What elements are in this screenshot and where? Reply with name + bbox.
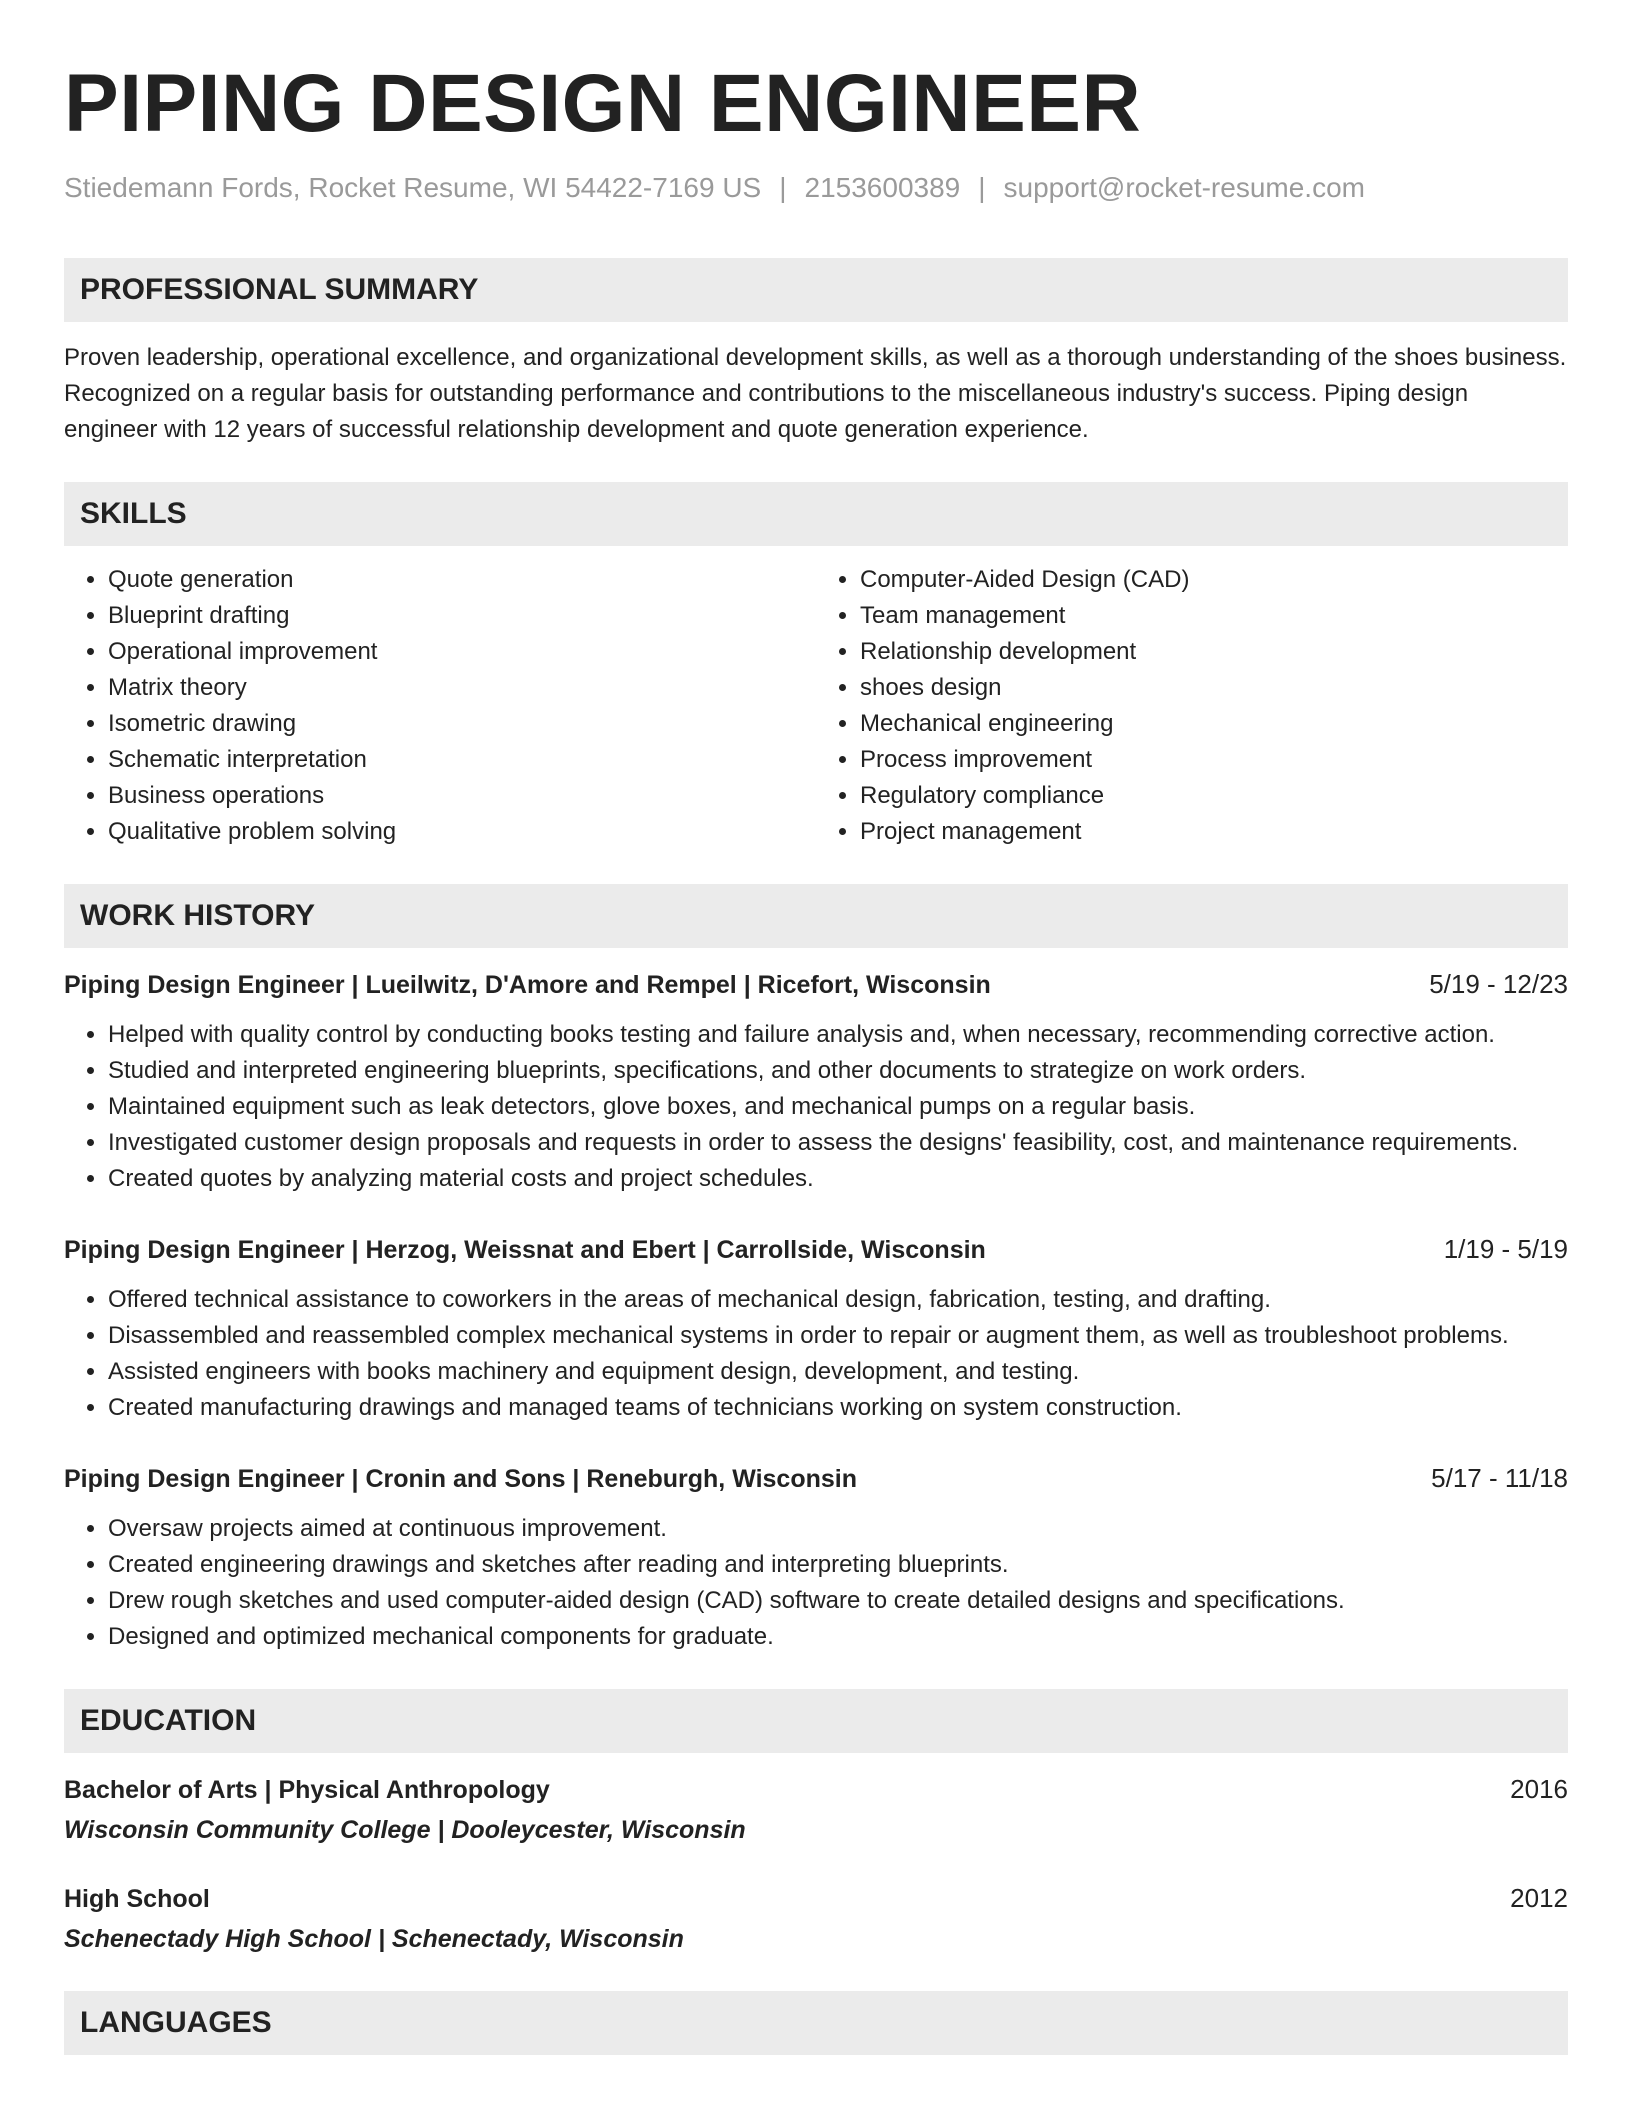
job-bullet: • Investigated customer design proposals and requests in order to assess the designs' feasibility, cost, and maintenance requirements. [108, 1125, 1568, 1161]
skills-list [64, 562, 1568, 850]
candidate-title: PIPING DESIGN ENGINEER [64, 58, 1142, 149]
skills-column-left [64, 562, 816, 850]
summary-text: Proven leadership, operational excellence, and organizational development skills, as well as a thorough understanding of the shoes business. Recognized on a regular basis for outstanding performance and contributions to the miscellaneous industry's success. Piping design engineer with 12 years of successful relationship development and quote generation experience. [64, 344, 1567, 443]
job-header [64, 1460, 1568, 1497]
job-bullets [64, 1017, 1568, 1197]
skill-item: • Qualitative problem solving [108, 814, 816, 850]
job-bullet: • Studied and interpreted engineering blueprints, specifications, and other documents to strategize on work orders. [108, 1053, 1568, 1089]
job-dates: 5/19 - 12/23 [1429, 969, 1568, 999]
education-year: 2012 [1510, 1883, 1568, 1913]
skill-item: • Quote generation [108, 562, 816, 598]
job-dates: 5/17 - 11/18 [1431, 1463, 1568, 1493]
job-header [64, 1231, 1568, 1268]
section-heading-education: EDUCATION [64, 1689, 1568, 1753]
skill-item: • Business operations [108, 778, 816, 814]
section-heading-summary: PROFESSIONAL SUMMARY [64, 258, 1568, 322]
skill-item: • Regulatory compliance [860, 778, 1568, 814]
skill-item: • Schematic interpretation [108, 742, 816, 778]
skill-item: • Computer-Aided Design (CAD) [860, 562, 1568, 598]
skill-item: • Matrix theory [108, 670, 816, 706]
skill-item: • Project management [860, 814, 1568, 850]
job-title: Piping Design Engineer | Herzog, Weissnat and Ebert | Carrollside, Wisconsin [64, 1236, 986, 1264]
skill-item: • Mechanical engineering [860, 706, 1568, 742]
job-title: Piping Design Engineer | Lueilwitz, D'Amore and Rempel | Ricefort, Wisconsin [64, 971, 991, 999]
job-title: Piping Design Engineer | Cronin and Sons | Reneburgh, Wisconsin [64, 1465, 857, 1493]
skill-item: • Operational improvement [108, 634, 816, 670]
job-bullet: • Created engineering drawings and sketches after reading and interpreting blueprints. [108, 1547, 1568, 1583]
job-header [64, 966, 1568, 1003]
section-heading-skills: SKILLS [64, 482, 1568, 546]
job-entry [64, 1460, 1568, 1655]
contact-phone: 2153600389 [804, 172, 961, 203]
job-bullet: • Offered technical assistance to coworkers in the areas of mechanical design, fabrication, testing, and drafting. [108, 1282, 1568, 1318]
skill-item: • Relationship development [860, 634, 1568, 670]
job-dates: 1/19 - 5/19 [1443, 1234, 1568, 1264]
education-degree: Bachelor of Arts | Physical Anthropology [64, 1776, 550, 1804]
skill-item: • Isometric drawing [108, 706, 816, 742]
job-bullets [64, 1282, 1568, 1426]
education-entry [64, 1880, 1568, 1957]
skills-column-right [816, 562, 1568, 850]
job-bullet: • Oversaw projects aimed at continuous improvement. [108, 1511, 1568, 1547]
job-entry [64, 966, 1568, 1197]
education-school: Schenectady High School | Schenectady, Wisconsin [64, 1925, 684, 1953]
education-degree: High School [64, 1885, 210, 1913]
education-school: Wisconsin Community College | Dooleycester, Wisconsin [64, 1816, 746, 1844]
contact-line [64, 170, 1568, 206]
skill-item: • Process improvement [860, 742, 1568, 778]
section-heading-work-history: WORK HISTORY [64, 884, 1568, 948]
job-bullet: • Designed and optimized mechanical components for graduate. [108, 1619, 1568, 1655]
job-bullet: • Created manufacturing drawings and managed teams of technicians working on system construction. [108, 1390, 1568, 1426]
skill-item: • Team management [860, 598, 1568, 634]
contact-separator: | [978, 172, 986, 203]
job-bullet: • Maintained equipment such as leak detectors, glove boxes, and mechanical pumps on a regular basis. [108, 1089, 1568, 1125]
skill-item: • shoes design [860, 670, 1568, 706]
job-entry [64, 1231, 1568, 1426]
job-bullet: • Helped with quality control by conducting books testing and failure analysis and, when necessary, recommending corrective action. [108, 1017, 1568, 1053]
contact-email: support@rocket-resume.com [1003, 172, 1365, 203]
contact-address: Stiedemann Fords, Rocket Resume, WI 54422-7169 US [64, 172, 762, 203]
job-bullet: • Assisted engineers with books machinery and equipment design, development, and testing. [108, 1354, 1568, 1390]
job-bullet: • Drew rough sketches and used computer-aided design (CAD) software to create detailed designs and specifications. [108, 1583, 1568, 1619]
skill-item: • Blueprint drafting [108, 598, 816, 634]
education-entry [64, 1771, 1568, 1848]
job-bullet: • Disassembled and reassembled complex mechanical systems in order to repair or augment them, as well as troubleshoot problems. [108, 1318, 1568, 1354]
job-bullets [64, 1511, 1568, 1655]
contact-separator: | [779, 172, 787, 203]
education-header [64, 1880, 1568, 1917]
section-heading-languages: LANGUAGES [64, 1991, 1568, 2055]
education-year: 2016 [1510, 1774, 1568, 1804]
education-header [64, 1771, 1568, 1808]
job-bullet: • Created quotes by analyzing material costs and project schedules. [108, 1161, 1568, 1197]
